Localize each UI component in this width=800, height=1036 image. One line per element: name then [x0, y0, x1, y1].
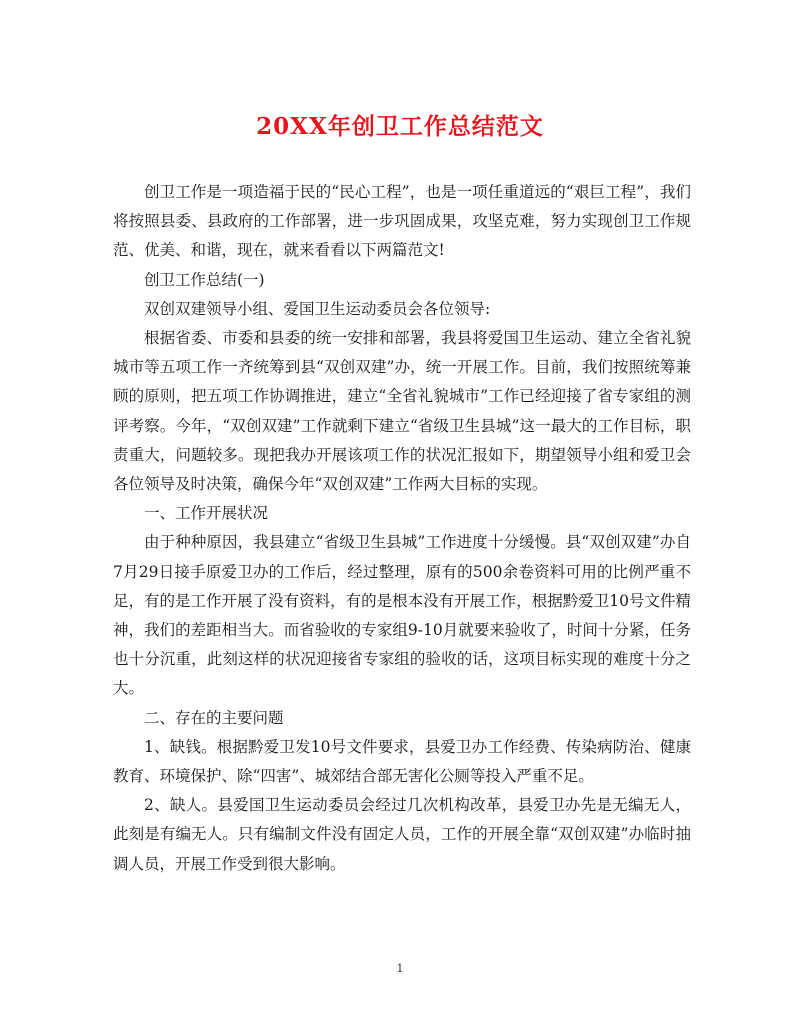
- body-paragraph: 2、缺人。县爱国卫生运动委员会经过几次机构改革，县爱卫办先是无编无人，此刻是有编无人。只有编制文件没有固定人员，工作的开展全靠“双创双建”办临时抽调人员，开展工作受到很大影响。: [113, 796, 691, 873]
- document-title: 20XX年创卫工作总结范文: [256, 113, 544, 140]
- section-heading: 二、存在的主要问题: [144, 708, 284, 727]
- body-paragraph: 根据省委、市委和县委的统一安排和部署，我县将爱国卫生运动、建立全省礼貌城市等五项工作一齐统筹到县“双创双建”办，统一开展工作。目前，我们按照统筹兼顾的原则，把五项工作协调推进，建立“全省礼貌城市”工作已经迎接了省专家组的测评考察。今年，“双创双建”工作就剩下建立“省级卫生县城”这一最大的工作目标，职责重大，问题较多。现把我办开展该项工作的状况汇报如下，期望领导小组和爱卫会各位领导及时决策，确保今年“双创双建”工作两大目标的实现。: [113, 329, 691, 494]
- document-body: [113, 178, 691, 879]
- section-heading: 一、工作开展状况: [144, 504, 269, 523]
- body-paragraph: 1、缺钱。根据黔爱卫发10号文件要求，县爱卫办工作经费、传染病防治、健康教育、环境保护、除“四害”、城郊结合部无害化公厕等投入严重不足。: [113, 737, 691, 786]
- intro-paragraph: 创卫工作是一项造福于民的“民心工程”，也是一项任重道远的“艰巨工程”，我们将按照县委、县政府的工作部署，进一步巩固成果，攻坚克难，努力实现创卫工作规范、优美、和谐，现在，就来看看以下两篇范文!: [113, 183, 691, 260]
- salutation-paragraph: 双创双建领导小组、爱国卫生运动委员会各位领导:: [144, 299, 491, 318]
- body-paragraph: 由于种种原因，我县建立“省级卫生县城”工作进度十分缓慢。县“双创双建”办自7月29日接手原爱卫办的工作后，经过整理，原有的500余卷资料可用的比例严重不足，有的是工作开展了没有资料，有的是根本没有开展工作，根据黔爱卫10号文件精神，我们的差距相当大。而省验收的专家组9-10月就要来验收了，时间十分紧，任务也十分沉重，此刻这样的状况迎接省专家组的验收的话，这项目标实现的难度十分之大。: [113, 533, 691, 698]
- section-heading: 创卫工作总结(一): [144, 270, 265, 289]
- page-number: 1: [396, 962, 404, 975]
